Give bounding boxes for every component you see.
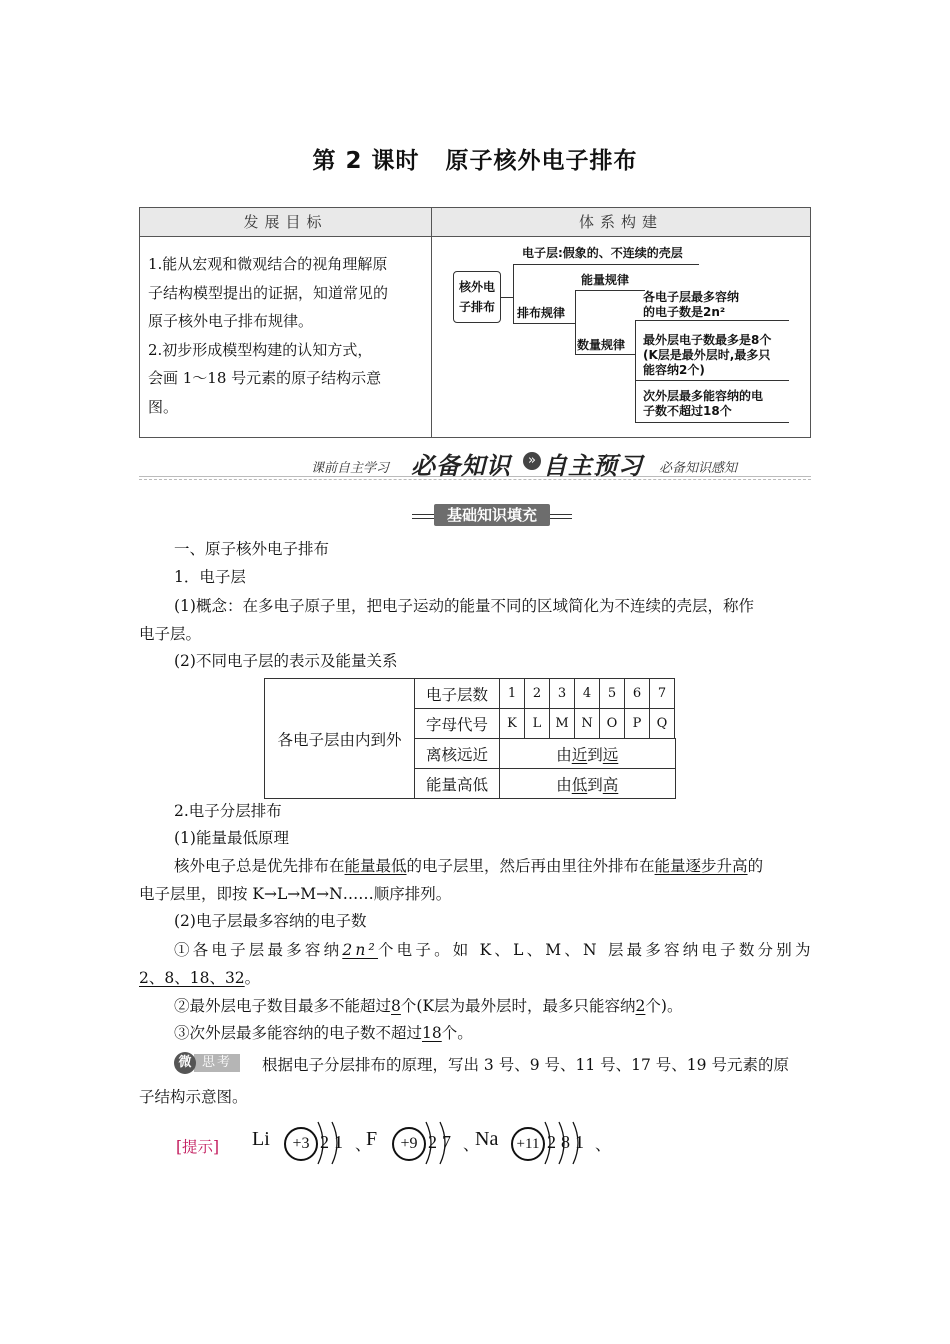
atom-diagram-f [366, 1118, 482, 1168]
subheading-2: (2)不同电子层的表示及能量关系 [174, 652, 398, 670]
lesson-title: 原子核外电子排布 [445, 148, 638, 174]
text: 个(K层为最外层时，最多只能容纳 [400, 997, 636, 1015]
shell-energy-label: 能量高低 [415, 769, 500, 799]
shell-number: 1 [500, 679, 525, 709]
separator: 、 [595, 1137, 612, 1154]
section-banner [139, 446, 811, 480]
shell-electrons: 2 [320, 1132, 329, 1152]
shell-letter: O [600, 709, 625, 739]
rule-1-line-1 [174, 940, 814, 960]
hint-label: [提示] [176, 1138, 220, 1156]
heading-1: 一、原子核外电子排布 [174, 540, 330, 558]
think-question-2: 子结构示意图。 [139, 1088, 248, 1106]
text: 个电子。如 K、L、M、N 层最多容纳电子数分别为 [377, 941, 814, 959]
atom-symbol: F [366, 1128, 378, 1150]
text: 到 [587, 775, 603, 794]
text: ②最外层电子数目最多不能超过 [174, 997, 392, 1015]
sub-2: (2)电子层最多容纳的电子数 [174, 912, 367, 930]
shell-number: 2 [525, 679, 550, 709]
atom-diagram-na [475, 1118, 615, 1168]
shell-electrons: 8 [561, 1132, 570, 1152]
atom-nucleus: +3 [284, 1127, 318, 1161]
energy-rule-label: 能量规律 [581, 273, 630, 287]
atom-symbol: Li [252, 1128, 270, 1150]
shell-electrons: 2 [547, 1132, 556, 1152]
concept-root-line: 核外电 [458, 280, 495, 294]
rule1-line: 的电子数是2n² [643, 305, 726, 319]
rule1-text [643, 290, 739, 320]
goal-line: 原子核外电子排布规律。 [148, 312, 314, 330]
principle-line-2: 电子层里，即按 K→L→M→N……顺序排列。 [139, 885, 452, 903]
shell-letter: N [575, 709, 600, 739]
shell-letter: L [525, 709, 550, 739]
shell-number: 5 [600, 679, 625, 709]
goals-text [148, 250, 424, 421]
banner-title-2: 自主预习 [543, 452, 643, 480]
answer: 8 [391, 997, 401, 1015]
text: ③次外层最多能容纳的电子数不超过 [174, 1024, 423, 1042]
shell-row-label: 各电子层由内到外 [265, 679, 415, 799]
system-header: 体系构建 [432, 208, 810, 237]
separator: 、 [463, 1137, 480, 1154]
shell-electrons: 7 [442, 1132, 451, 1152]
think-question-1: 根据电子分层排布的原理，写出 3 号、9 号、11 号、17 号、19 号元素的原 [262, 1056, 789, 1074]
banner-left: 课前自主学习 [311, 461, 390, 476]
rule3-line: 子数不超过18个 [643, 404, 732, 418]
lesson-number: 第 2 课时 [312, 148, 420, 174]
sub-1: (1)能量最低原理 [174, 829, 289, 847]
section-head-text: 基础知识填充 [434, 504, 550, 526]
rule1-line: 各电子层最多容纳 [643, 290, 740, 304]
goal-line: 会画 1～18 号元素的原子结构示意 [148, 369, 382, 387]
concept-line-1: (1)概念：在多电子原子里，把电子运动的能量不同的区域简化为不连续的壳层，称作 [174, 597, 754, 615]
goal-line: 2.初步形成模型构建的认知方式， [148, 340, 373, 359]
answer: 能量逐步升高 [654, 857, 748, 875]
goal-line: 1.能从宏观和微观结合的视角理解原 [148, 255, 388, 273]
shell-table [264, 678, 676, 799]
answer: 2、8、18、32 [139, 969, 245, 987]
think-badge-icon: 微 [174, 1052, 196, 1074]
concept-root [453, 271, 501, 323]
answer: 2 [635, 997, 646, 1015]
text: 由 [556, 745, 572, 764]
rule-3 [174, 1023, 473, 1043]
shell-number: 6 [625, 679, 650, 709]
banner-sep-icon: » [523, 452, 541, 470]
rule2-line: 能容纳2个) [643, 363, 705, 377]
goals-table [139, 207, 811, 438]
shell-letter: P [625, 709, 650, 739]
heading-1-1: 1．电子层 [174, 568, 246, 586]
text: 核外电子总是优先排布在 [174, 857, 345, 875]
rule2-text [643, 333, 771, 378]
text: 由 [556, 775, 572, 794]
page-title [0, 142, 950, 175]
rule2-line: 最外层电子数最多是8个 [643, 333, 772, 347]
atom-diagram-li [252, 1118, 372, 1168]
shell-number: 4 [575, 679, 600, 709]
text: ①各电子层最多容纳 [174, 941, 343, 959]
rule-2 [174, 996, 682, 1016]
text: 个。 [441, 1024, 473, 1042]
answer: 高 [602, 775, 619, 794]
answer: 低 [571, 775, 588, 794]
answer: 2n² [342, 941, 378, 959]
answer: 近 [571, 745, 588, 764]
shell-letter: Q [650, 709, 675, 739]
banner-title-1: 必备知识 [411, 452, 511, 480]
shell-energy-value [500, 769, 676, 799]
text: 。 [244, 969, 261, 987]
shell-distance-value [500, 739, 676, 769]
rule3-line: 次外层最多能容纳的电 [643, 389, 764, 403]
rule3-text [643, 389, 763, 419]
separator: 、 [355, 1137, 372, 1154]
shell-distance-label: 离核远近 [415, 739, 500, 769]
text: 的 [747, 857, 764, 875]
think-badge [174, 1052, 242, 1074]
concept-line-2: 电子层。 [139, 625, 202, 643]
answer: 18 [422, 1024, 442, 1042]
rule2-line: (K层是最外层时,最多只 [643, 348, 771, 362]
answer: 能量最低 [344, 857, 407, 875]
number-rule-label: 数量规律 [577, 338, 626, 352]
shell-number: 3 [550, 679, 575, 709]
shell-letter: M [550, 709, 575, 739]
atom-nucleus: +9 [392, 1127, 426, 1161]
shell-electrons: 2 [428, 1132, 437, 1152]
rule-1-line-2 [139, 968, 260, 988]
text: 个)。 [645, 997, 683, 1015]
shell-number: 7 [650, 679, 675, 709]
goal-line: 图。 [148, 397, 179, 416]
atom-symbol: Na [475, 1128, 499, 1150]
goal-line: 子结构模型提出的证据，知道常见的 [148, 283, 389, 302]
principle-line-1 [174, 856, 763, 876]
goals-header: 发展目标 [140, 208, 432, 237]
think-badge-text: 思考 [194, 1054, 240, 1072]
shell-electrons: 1 [575, 1132, 584, 1152]
electron-layer-label: 电子层:假象的、不连续的壳层 [522, 246, 683, 260]
text: 的电子层里，然后再由里往外排布在 [406, 857, 655, 875]
text: 到 [587, 745, 603, 764]
heading-2: 2.电子分层排布 [174, 802, 282, 820]
section-head [412, 504, 572, 526]
shell-letter-label: 字母代号 [415, 709, 500, 739]
shell-electrons: 1 [334, 1132, 343, 1152]
concept-root-line: 子排布 [458, 300, 495, 314]
atom-nucleus: +11 [511, 1127, 545, 1161]
shell-number-label: 电子层数 [415, 679, 500, 709]
answer: 远 [602, 745, 619, 764]
arrangement-label: 排布规律 [517, 306, 566, 320]
shell-letter: K [500, 709, 525, 739]
banner-right: 必备知识感知 [659, 461, 738, 476]
